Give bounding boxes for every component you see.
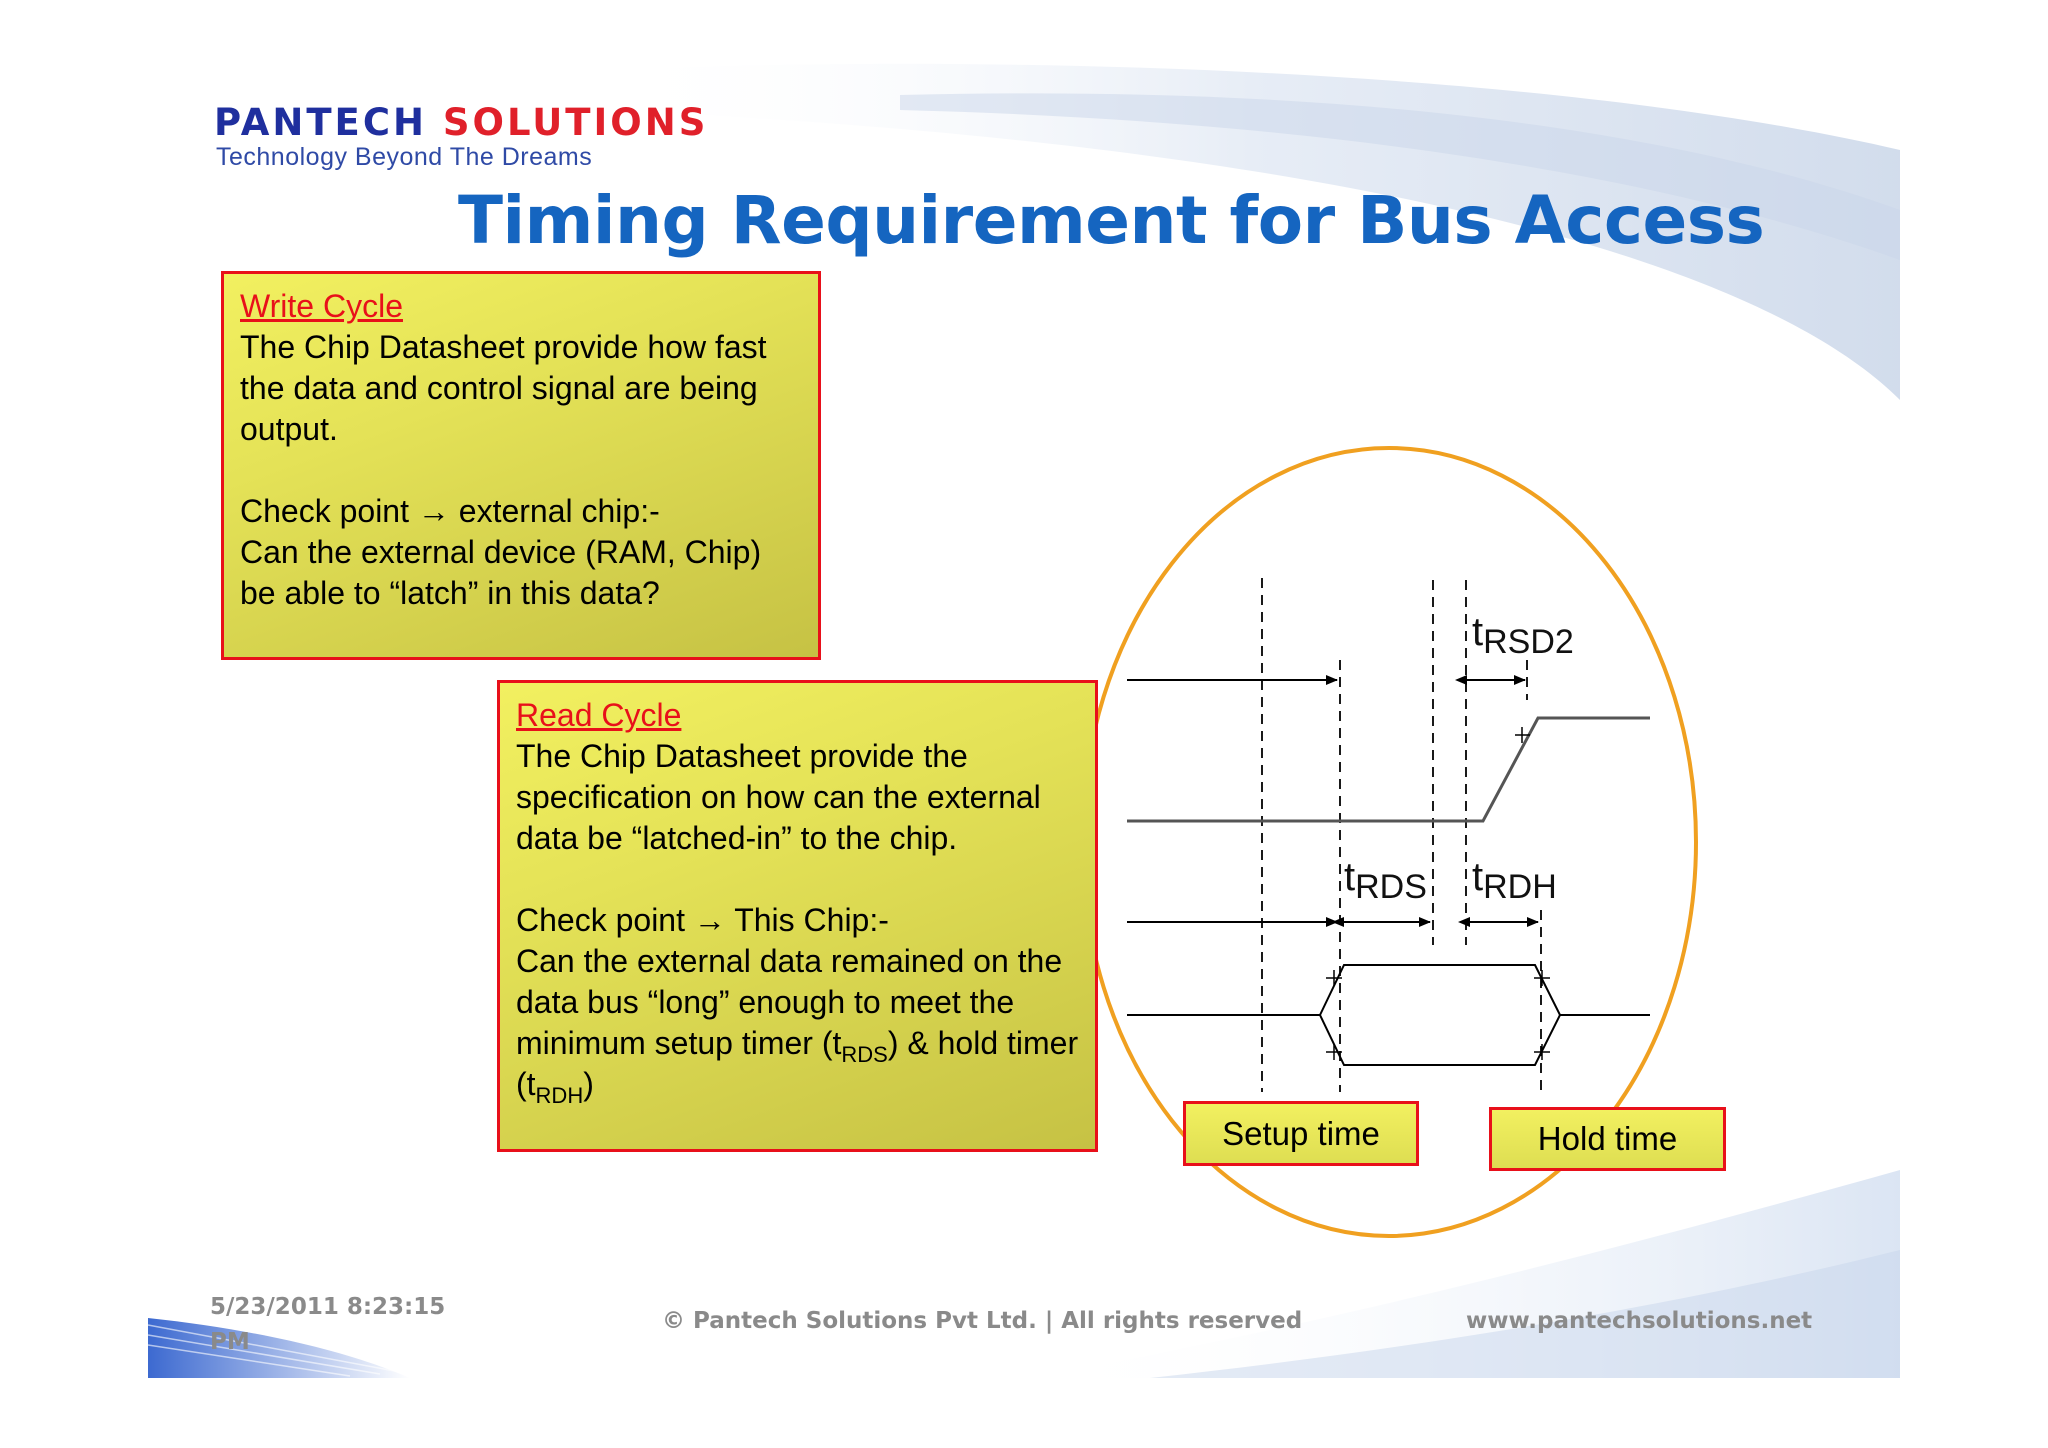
checkpoint-target: This Chip:- — [725, 902, 889, 938]
setup-time-label: Setup time — [1183, 1101, 1419, 1166]
write-cycle-box — [221, 271, 821, 660]
question-part2: ) & hold timer (t — [516, 1025, 1079, 1102]
company-logo — [214, 101, 709, 144]
footer-website: www.pantechsolutions.net — [1466, 1308, 1813, 1334]
checkpoint-prefix: Check point — [516, 902, 694, 938]
write-cycle-checkpoint — [240, 491, 802, 532]
checkpoint-target: external chip:- — [449, 493, 660, 529]
rds-subscript: RDS — [1355, 868, 1427, 906]
read-cycle-description: The Chip Datasheet provide the specification on how can the external data be “latched-in” to the chip. — [516, 738, 1041, 856]
read-cycle-heading: Read Cycle — [516, 697, 682, 733]
footer-copyright: © Pantech Solutions Pvt Ltd. | All rights reserved — [662, 1308, 1303, 1334]
logo-tagline: Technology Beyond The Dreams — [216, 143, 593, 171]
rdh-subscript: RDH — [1483, 868, 1557, 906]
trsd2-label — [1472, 610, 1574, 661]
write-cycle-question: Can the external device (RAM, Chip) be able to “latch” in this data? — [240, 534, 762, 611]
logo-name-part2: SOLUTIONS — [442, 101, 709, 144]
question-part3: ) — [583, 1066, 594, 1102]
trdh-label — [1472, 855, 1557, 906]
rdh-subscript: RDH — [535, 1083, 584, 1108]
write-cycle-heading: Write Cycle — [240, 288, 403, 324]
read-cycle-box — [497, 680, 1098, 1152]
logo-name-part1: PANTECH — [214, 101, 427, 144]
t-symbol: t — [1472, 610, 1484, 654]
trds-label — [1344, 855, 1427, 906]
arrow-right-icon: → — [417, 493, 450, 529]
footer-datetime: 5/23/2011 8:23:15 PM — [210, 1294, 446, 1355]
question-part1: Can the external data remained on the data bus “long” enough to meet the minimum setup timer (t — [516, 943, 1063, 1061]
rsd2-subscript: RSD2 — [1483, 623, 1574, 661]
t-symbol: t — [1344, 855, 1356, 899]
t-symbol: t — [1472, 855, 1484, 899]
slide-title: Timing Requirement for Bus Access — [458, 182, 1765, 259]
hold-time-label: Hold time — [1489, 1107, 1726, 1171]
read-cycle-checkpoint — [516, 900, 1079, 941]
write-cycle-description: The Chip Datasheet provide how fast the data and control signal are being output. — [240, 329, 767, 447]
read-cycle-question — [516, 941, 1079, 1108]
arrow-right-icon: → — [693, 902, 726, 938]
rds-subscript: RDS — [841, 1042, 888, 1067]
checkpoint-prefix: Check point — [240, 493, 418, 529]
